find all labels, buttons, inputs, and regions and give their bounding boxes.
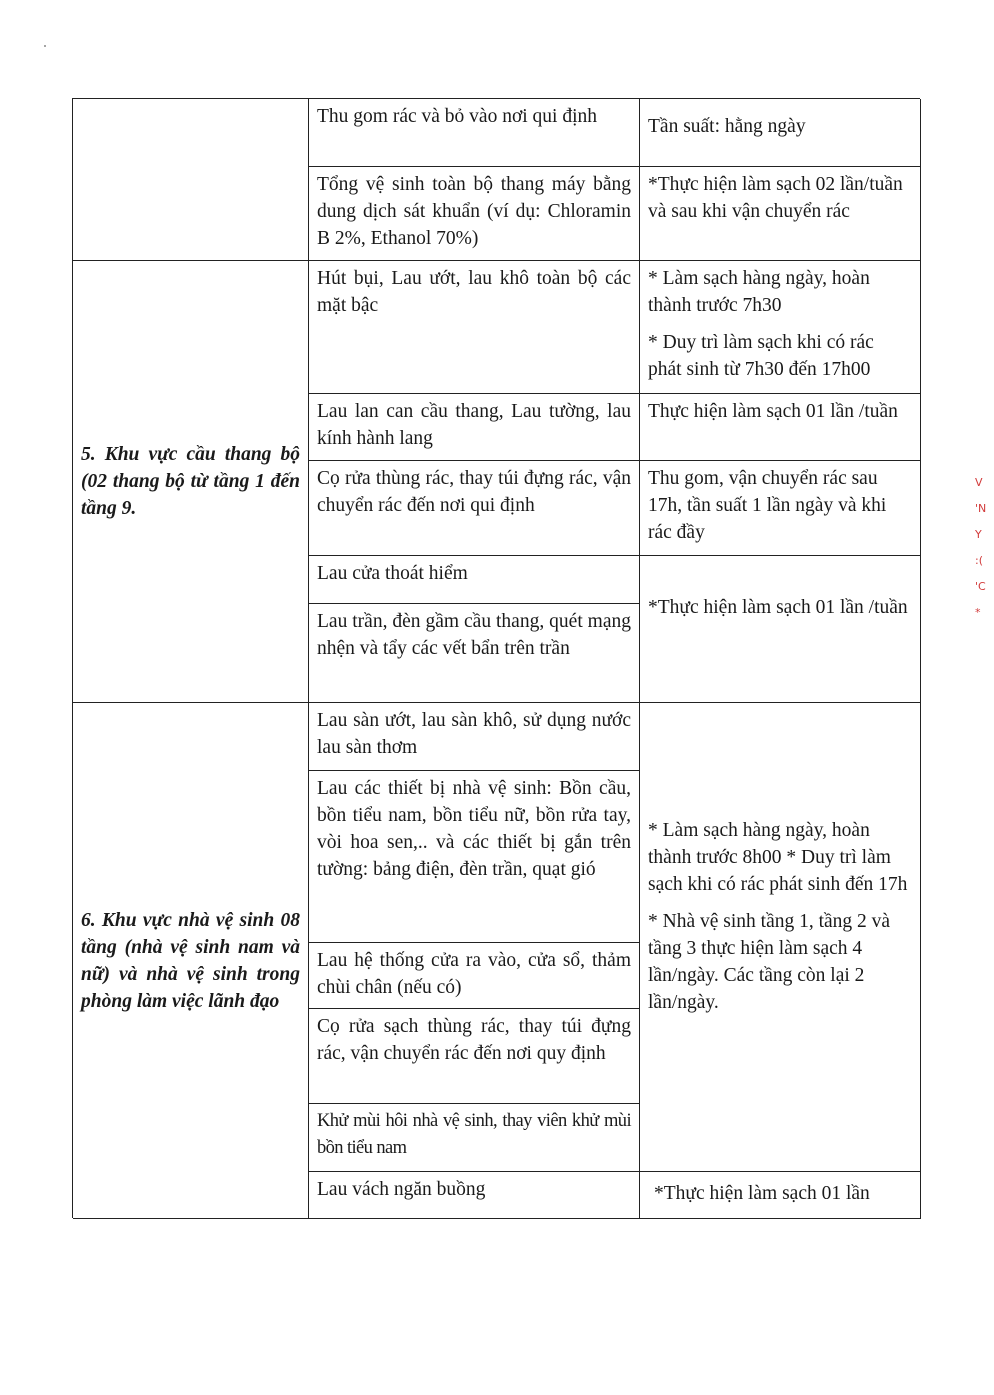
- cleaning-schedule-table: [72, 98, 920, 1218]
- task-cell: [309, 703, 640, 771]
- frequency-text: Tần suất: hằng ngày: [648, 116, 806, 137]
- frequency-text: * Làm sạch hàng ngày, hoàn thành trước 7h30: [648, 268, 870, 316]
- frequency-text: *Thực hiện làm sạch 01 lần: [654, 1183, 870, 1204]
- frequency-text: *Thực hiện làm sạch 01 lần /tuần: [648, 597, 908, 618]
- task-cell: [309, 394, 640, 461]
- frequency-cell: [640, 394, 921, 461]
- task-text: Thu gom rác và bỏ vào nơi qui định: [317, 106, 598, 127]
- area-cell-section-5: [73, 261, 309, 703]
- task-cell: [309, 1172, 640, 1219]
- frequency-cell: [640, 167, 921, 261]
- frequency-text: Thu gom, vận chuyển rác sau 17h, tần suất 1 lần ngày và khi rác đầy: [648, 468, 887, 543]
- task-cell: [309, 461, 640, 556]
- area-title: 5. Khu vực cầu thang bộ (02 thang bộ từ tầng 1 đến tầng 9.: [81, 444, 300, 519]
- area-title: 6. Khu vực nhà vệ sinh 08 tầng (nhà vệ sinh nam và nữ) và nhà vệ sinh trong phòng làm việc lãnh đạo: [81, 909, 300, 1012]
- frequency-cell: [640, 261, 921, 394]
- frequency-cell: [640, 556, 921, 703]
- task-cell: [309, 167, 640, 261]
- task-text: Cọ rửa sạch thùng rác, thay túi đựng rác, vận chuyển rác đến nơi quy định: [317, 1016, 631, 1064]
- frequency-text: *Thực hiện làm sạch 02 lần/tuần và sau khi vận chuyển rác: [648, 174, 903, 222]
- task-text: Khử mùi hôi nhà vệ sinh, thay viên khử mùi bồn tiểu nam: [317, 1111, 631, 1158]
- stamp-glyph: 'C: [975, 580, 986, 593]
- stamp-glyph: V: [975, 476, 983, 489]
- frequency-text: * Duy trì làm sạch khi có rác phát sinh từ 7h30 đến 17h00: [648, 332, 874, 380]
- frequency-cell: [640, 703, 921, 1172]
- task-cell: [309, 604, 640, 703]
- stamp-glyph: *: [975, 606, 981, 619]
- task-cell: [309, 943, 640, 1009]
- task-cell: [309, 556, 640, 604]
- task-cell: [309, 1009, 640, 1104]
- frequency-text: * Làm sạch hàng ngày, hoàn thành trước 8h00 * Duy trì làm sạch khi có rác phát sinh đến 17h: [648, 820, 908, 895]
- task-text: Cọ rửa thùng rác, thay túi đựng rác, vận chuyển rác đến nơi qui định: [317, 468, 631, 516]
- red-stamp-fragment: [975, 470, 994, 660]
- task-cell: [309, 261, 640, 394]
- frequency-cell: [640, 1172, 921, 1219]
- task-text: Lau hệ thống cửa ra vào, cửa sổ, thảm chùi chân (nếu có): [317, 950, 631, 998]
- task-text: Lau vách ngăn buồng: [317, 1179, 486, 1200]
- stamp-glyph: 'N: [975, 502, 987, 515]
- scan-speck: [44, 45, 46, 47]
- task-cell: [309, 771, 640, 943]
- task-text: Lau lan can cầu thang, Lau tường, lau kính hành lang: [317, 401, 631, 449]
- frequency-cell: [640, 461, 921, 556]
- frequency-cell: [640, 99, 921, 167]
- task-text: Tổng vệ sinh toàn bộ thang máy bằng dung dịch sát khuẩn (ví dụ: Chloramin B 2%, Ethanol 70%): [317, 174, 631, 249]
- task-cell: [309, 1104, 640, 1172]
- frequency-text: * Nhà vệ sinh tầng 1, tầng 2 và tầng 3 thực hiện làm sạch 4 lần/ngày. Các tầng còn lại 2 lần/ngày.: [648, 911, 891, 1013]
- task-cell: [309, 99, 640, 167]
- area-cell-section-6: [73, 703, 309, 1219]
- task-text: Lau cửa thoát hiểm: [317, 563, 468, 584]
- frequency-text: Thực hiện làm sạch 01 lần /tuần: [648, 401, 898, 422]
- task-text: Hút bụi, Lau ướt, lau khô toàn bộ các mặt bậc: [317, 268, 631, 316]
- task-text: Lau sàn ướt, lau sàn khô, sử dụng nước lau sàn thơm: [317, 710, 631, 758]
- area-cell-continued: [73, 99, 309, 261]
- stamp-glyph: Y: [975, 528, 982, 541]
- stamp-glyph: :(: [975, 554, 983, 567]
- task-text: Lau trần, đèn gầm cầu thang, quét mạng nhện và tẩy các vết bẩn trên trần: [317, 611, 631, 659]
- task-text: Lau các thiết bị nhà vệ sinh: Bồn cầu, bồn tiểu nam, bồn tiểu nữ, bồn rửa tay, vòi hoa sen,.. và các thiết bị gắn trên tường: bảng điện, đèn trần, quạt gió: [317, 778, 631, 880]
